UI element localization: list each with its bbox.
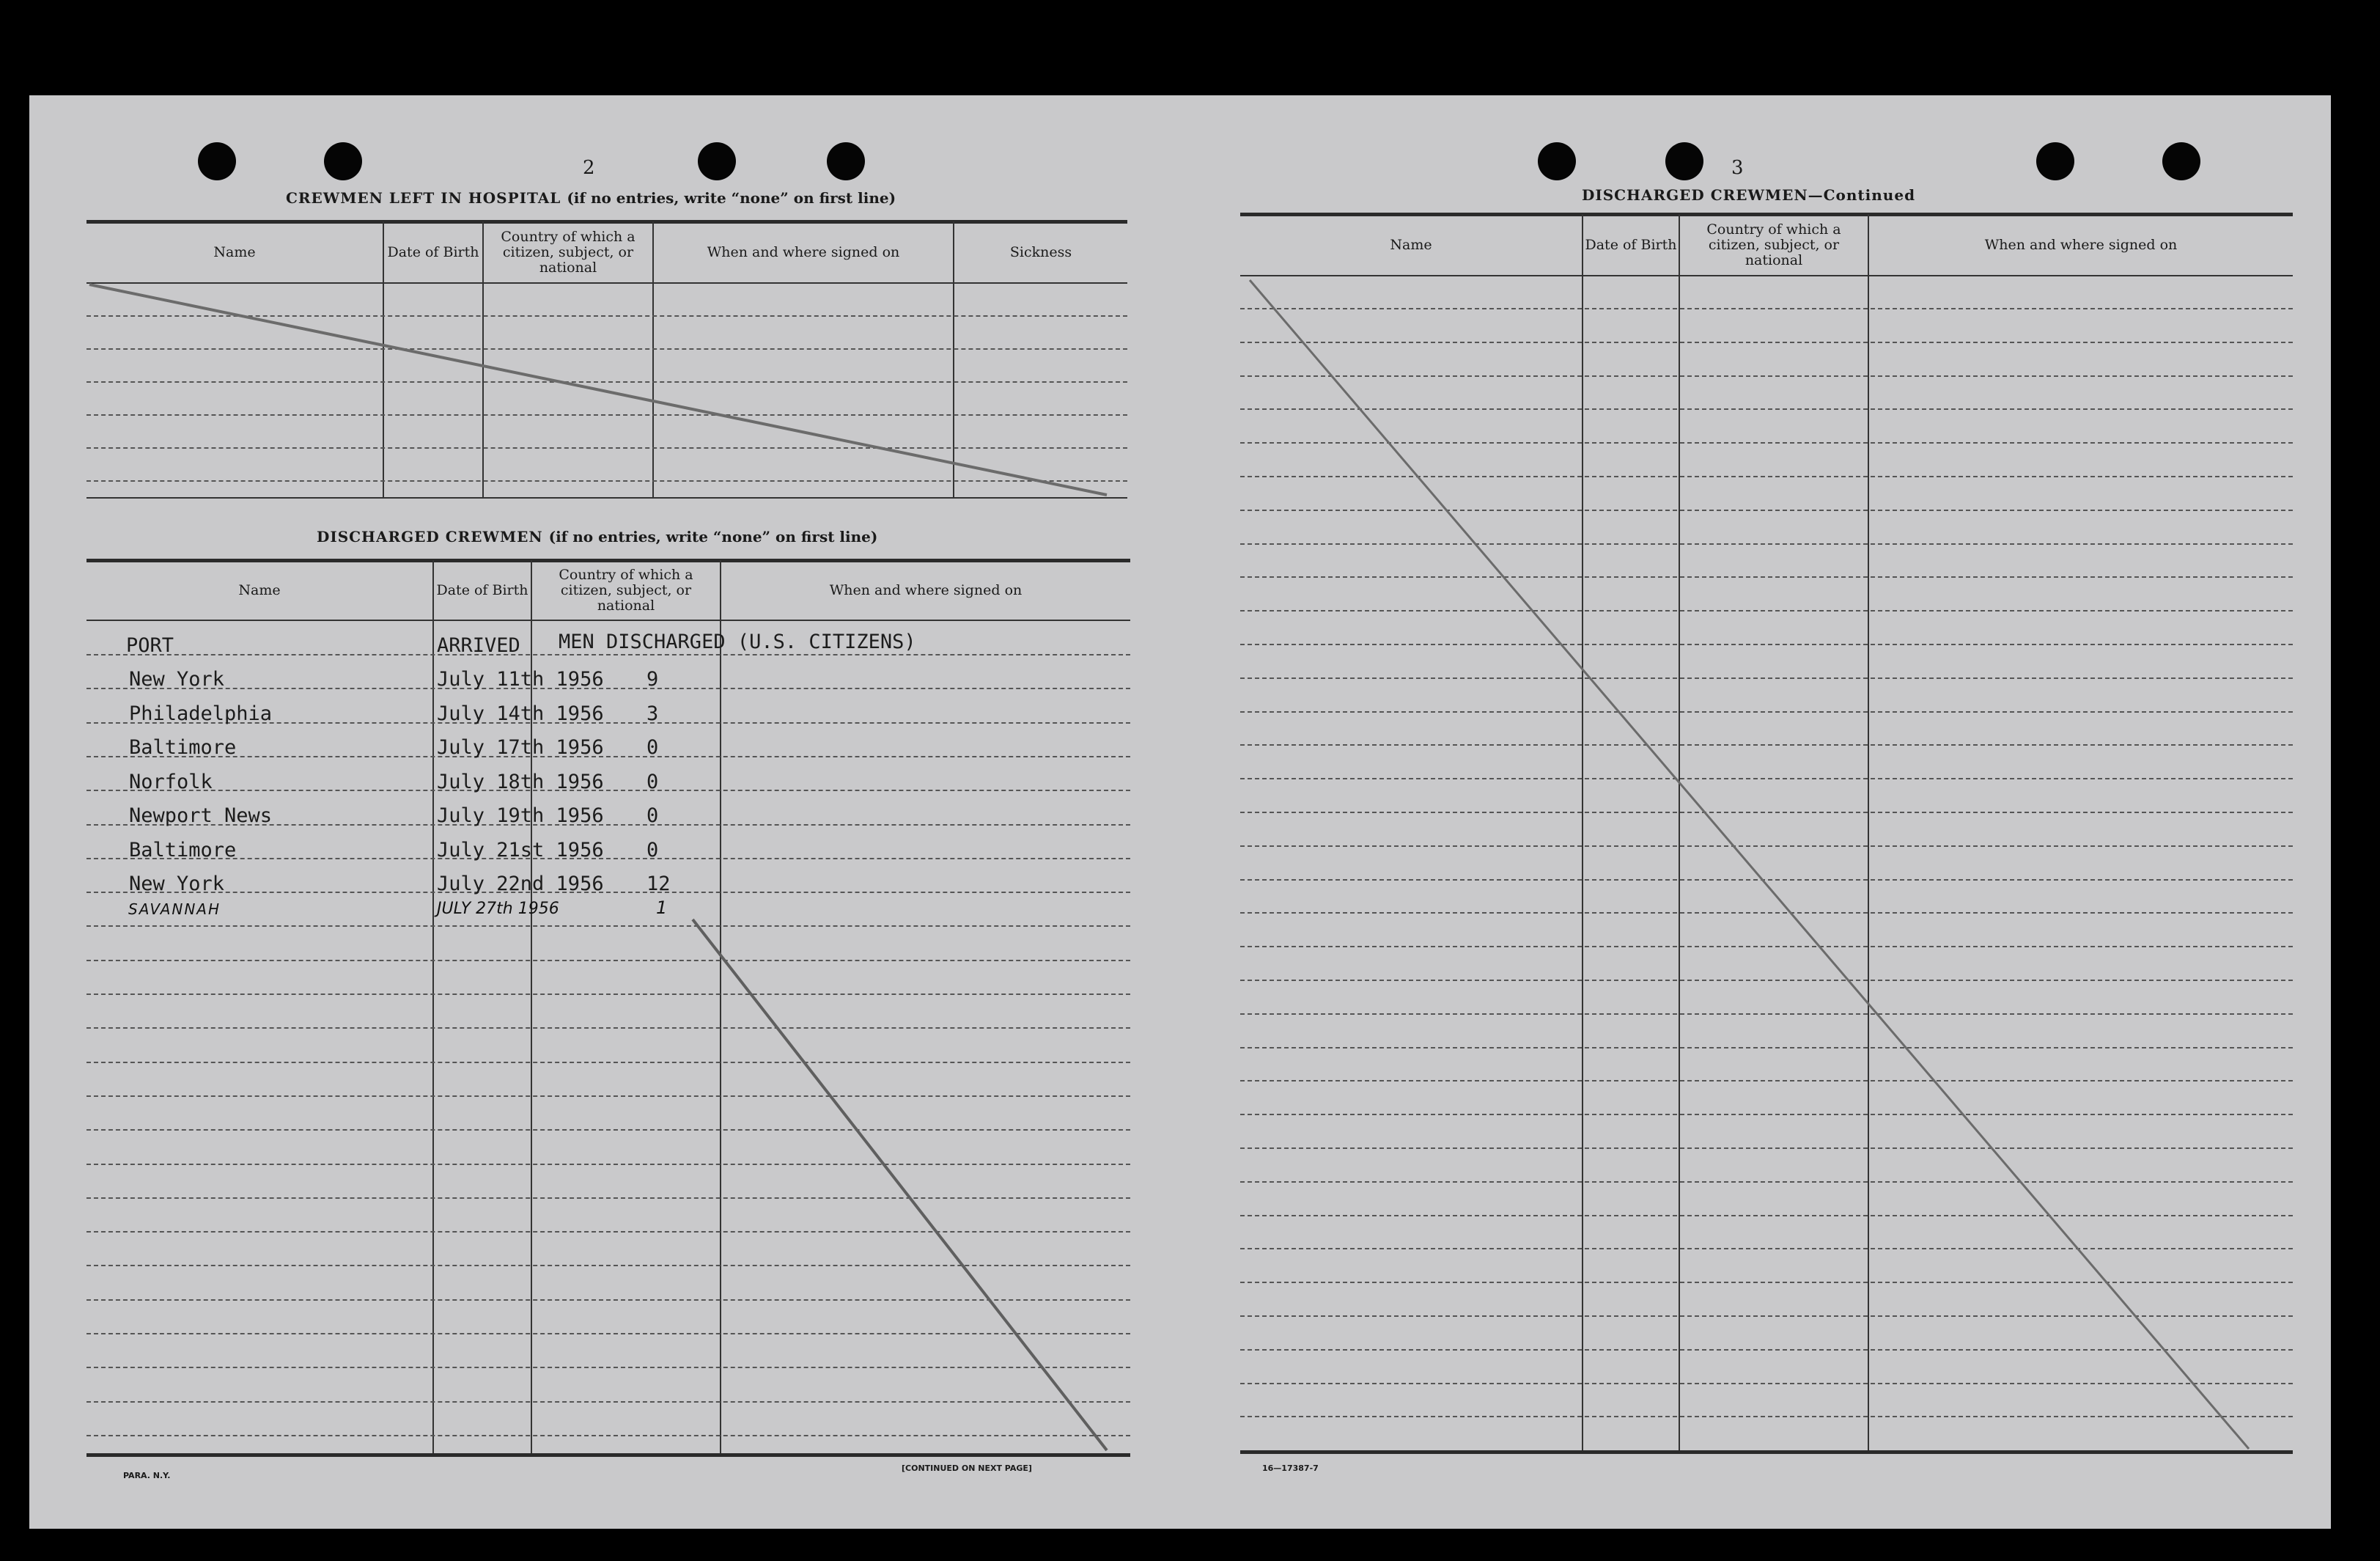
discharged-col-country: Country of which a citizen, subject, or national <box>559 566 693 614</box>
discharged-instruction: (if no entries, write “none” on first line) <box>548 528 878 546</box>
page-number-right: 3 <box>1731 157 1744 179</box>
handwritten-port: SAVANNAH <box>128 900 221 918</box>
continued-strike-line <box>1250 280 2249 1449</box>
row-men-discharged: 3 <box>646 702 659 725</box>
row-arrived: July 22nd 1956 <box>437 873 604 895</box>
handwritten-count: 1 <box>656 897 668 918</box>
discharged-col-signed-on: When and where signed on <box>829 581 1023 598</box>
continued-col-country: Country of which a citizen, subject, or national <box>1706 221 1841 268</box>
discharged-strike-line <box>693 919 1107 1450</box>
row-port: New York <box>129 873 225 895</box>
hospital-instruction: (if no entries, write “none” on first line) <box>567 189 896 207</box>
row-port: Baltimore <box>129 736 237 759</box>
page-number-left: 2 <box>583 157 595 179</box>
row-men-discharged: 0 <box>646 804 659 827</box>
row-port: Norfolk <box>129 770 213 793</box>
hospital-title-text: CREWMEN LEFT IN HOSPITAL <box>286 189 561 207</box>
hospital-strike-line <box>89 284 1107 495</box>
document-sheet <box>29 95 2331 1529</box>
row-men-discharged: 12 <box>646 873 671 895</box>
continued-col-name: Name <box>1390 236 1432 253</box>
row-arrived: July 17th 1956 <box>437 736 604 759</box>
row-men-discharged: 0 <box>646 770 659 793</box>
row-arrived: July 11th 1956 <box>437 668 604 691</box>
row-arrived: July 21st 1956 <box>437 838 604 862</box>
continued-col-signed-on: When and where signed on <box>1984 236 2178 253</box>
continued-col-dob: Date of Birth <box>1585 236 1677 253</box>
footer-printer: PARA. N.Y. <box>123 1471 171 1480</box>
row-arrived: July 19th 1956 <box>437 804 604 827</box>
row-arrived: July 14th 1956 <box>437 702 604 725</box>
hospital-col-sickness: Sickness <box>1009 243 1072 260</box>
row-port: Philadelphia <box>129 702 273 725</box>
row-port: Newport News <box>129 804 273 827</box>
strike-through-lines <box>29 95 2331 1529</box>
hospital-col-country: Country of which a citizen, subject, or national <box>501 228 635 276</box>
hospital-col-signed-on: When and where signed on <box>707 243 900 260</box>
typed-port-header: PORT <box>126 634 174 657</box>
footer-form-number: 16—17387-7 <box>1262 1463 1319 1473</box>
row-arrived: July 18th 1956 <box>437 770 604 793</box>
footer-continued: [CONTINUED ON NEXT PAGE] <box>902 1463 1032 1473</box>
handwritten-arrived: JULY 27th 1956 <box>437 900 559 918</box>
row-port: Baltimore <box>129 838 237 862</box>
row-men-discharged: 0 <box>646 736 659 759</box>
hospital-col-dob: Date of Birth <box>387 243 479 260</box>
discharged-col-dob: Date of Birth <box>436 581 528 598</box>
hospital-col-name: Name <box>213 243 256 260</box>
discharged-col-name: Name <box>238 581 281 598</box>
typed-men-discharged-header: MEN DISCHARGED (U.S. CITIZENS) <box>559 631 916 653</box>
row-men-discharged: 0 <box>646 838 659 862</box>
row-port: New York <box>129 668 225 691</box>
row-men-discharged: 9 <box>646 668 659 691</box>
continued-section-title: DISCHARGED CREWMEN—Continued <box>1582 186 1916 204</box>
discharged-title-text: DISCHARGED CREWMEN <box>317 528 543 546</box>
typed-arrived-header: ARRIVED <box>437 634 520 657</box>
